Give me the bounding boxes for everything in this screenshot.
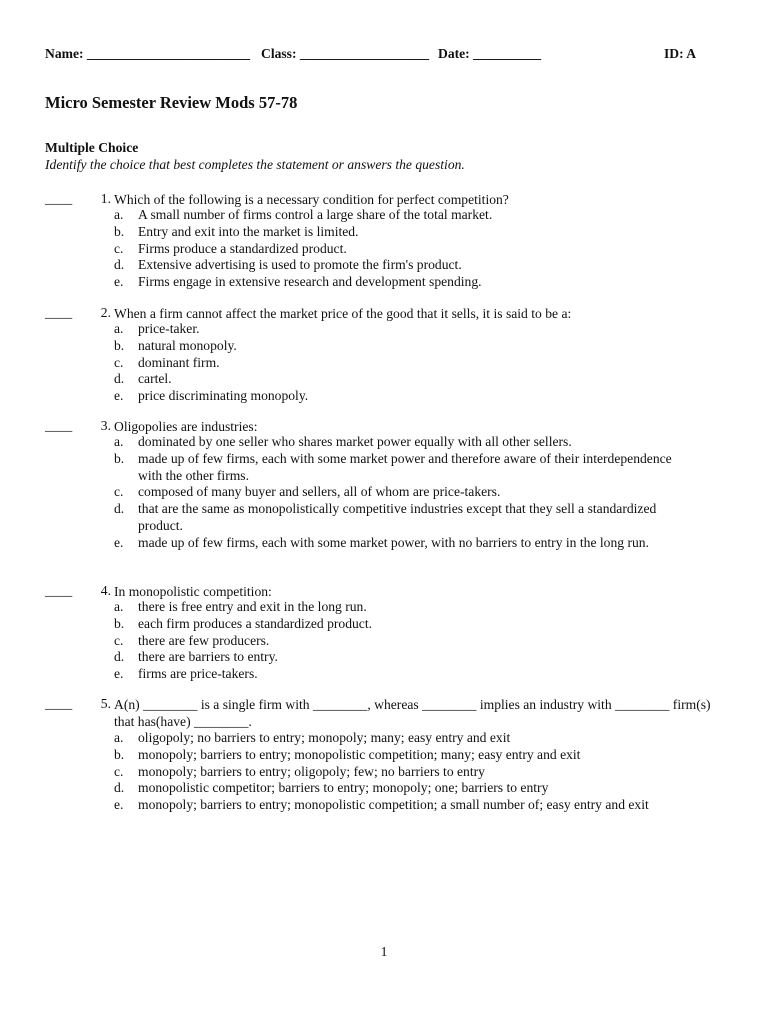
choice-b — [114, 451, 674, 485]
choice-letter: e. — [114, 534, 124, 550]
answer-blank: ____ — [45, 583, 73, 598]
choice-e — [114, 797, 674, 814]
choice-letter: b. — [114, 223, 125, 239]
page-number: 1 — [380, 944, 388, 959]
choice-list — [114, 730, 674, 814]
choice-text: monopoly; barriers to entry; monopolistic competition; a small number of; easy entry and exit — [138, 797, 649, 813]
choice-letter: e. — [114, 666, 124, 682]
choice-letter: e. — [114, 274, 124, 290]
document-title: Micro Semester Review Mods 57-78 — [45, 93, 298, 112]
choice-letter: c. — [114, 484, 124, 500]
section-instruction: Identify the choice that best completes the statement or answers the question. — [45, 157, 465, 172]
answer-blank: ____ — [45, 418, 73, 433]
choice-text: dominated by one seller who shares market power equally with all other sellers. — [138, 434, 572, 449]
choice-d — [114, 257, 674, 274]
choice-c — [114, 484, 674, 501]
choice-b — [114, 747, 674, 764]
choice-letter: c. — [114, 763, 124, 779]
answer-blank: ____ — [45, 191, 73, 206]
choice-text: composed of many buyer and sellers, all of whom are price-takers. — [138, 484, 501, 500]
question-stem: A(n) ________ is a single firm with ________, whereas ________ implies an industry with ________ firm(s) that has(have) ________. — [114, 697, 711, 729]
question-number: 4. — [100, 583, 111, 598]
choice-d — [114, 780, 674, 797]
choice-text: made up of few firms, each with some market power, with no barriers to entry in the long run. — [138, 534, 649, 550]
id-label: ID: A — [664, 46, 697, 61]
choice-text: Entry and exit into the market is limited. — [138, 223, 359, 239]
choice-e — [114, 535, 674, 552]
answer-blank: ____ — [45, 696, 73, 711]
question-number: 1. — [100, 191, 111, 206]
class-field-label: Class: ___________________ — [261, 46, 430, 61]
choice-text: each firm produces a standardized product. — [138, 615, 373, 631]
choice-letter: c. — [114, 354, 124, 370]
header — [45, 46, 725, 66]
choice-list — [114, 321, 674, 405]
choice-b — [114, 616, 674, 633]
choice-list — [114, 207, 674, 291]
choice-letter: d. — [114, 780, 125, 796]
choice-letter: a. — [114, 599, 124, 614]
choice-text: monopoly; barriers to entry; oligopoly; few; no barriers to entry — [138, 763, 485, 779]
choice-letter: d. — [114, 371, 125, 387]
choice-text: dominant firm. — [138, 354, 220, 370]
choice-letter: b. — [114, 337, 125, 353]
choice-d — [114, 371, 674, 388]
choice-letter: a. — [114, 730, 124, 745]
name-field-label: Name: ________________________ — [45, 46, 251, 61]
choice-letter: d. — [114, 501, 125, 517]
choice-letter: d. — [114, 649, 125, 665]
choice-a — [114, 730, 674, 747]
choice-d — [114, 649, 674, 666]
choice-c — [114, 764, 674, 781]
answer-blank: ____ — [45, 305, 73, 320]
question-number: 5. — [100, 696, 111, 711]
choice-b — [114, 224, 674, 241]
choice-text: Firms produce a standardized product. — [138, 240, 347, 256]
choice-c — [114, 633, 674, 650]
question-number: 3. — [100, 418, 111, 433]
choice-letter: b. — [114, 746, 125, 762]
choice-text: natural monopoly. — [138, 337, 237, 353]
choice-text: made up of few firms, each with some market power and therefore aware of their interdependence with the other firms. — [138, 450, 672, 483]
question-number: 2. — [100, 305, 111, 320]
choice-letter: c. — [114, 240, 124, 256]
choice-text: oligopoly; no barriers to entry; monopoly; many; easy entry and exit — [138, 730, 511, 745]
choice-letter: b. — [114, 615, 125, 631]
choice-e — [114, 388, 674, 405]
choice-letter: b. — [114, 450, 125, 466]
choice-list — [114, 434, 674, 552]
choice-text: monopoly; barriers to entry; monopolistic competition; many; easy entry and exit — [138, 746, 581, 762]
choice-letter: d. — [114, 257, 125, 273]
choice-a — [114, 321, 674, 338]
question-stem: Which of the following is a necessary condition for perfect competition? — [114, 192, 509, 207]
question-stem: In monopolistic competition: — [114, 584, 272, 599]
choice-letter: c. — [114, 632, 124, 648]
choice-text: there are barriers to entry. — [138, 649, 278, 665]
choice-letter: a. — [114, 207, 124, 222]
choice-d — [114, 501, 674, 535]
question-stem: Oligopolies are industries: — [114, 419, 258, 434]
question-stem: When a firm cannot affect the market price of the good that it sells, it is said to be a: — [114, 306, 572, 321]
choice-letter: e. — [114, 388, 124, 404]
choice-a — [114, 599, 674, 616]
choice-text: Firms engage in extensive research and development spending. — [138, 274, 482, 290]
choice-a — [114, 434, 674, 451]
choice-text: price-taker. — [138, 321, 200, 336]
choice-list — [114, 599, 674, 683]
choice-a — [114, 207, 674, 224]
choice-text: Extensive advertising is used to promote the firm's product. — [138, 257, 462, 273]
choice-e — [114, 274, 674, 291]
choice-text: monopolistic competitor; barriers to entry; monopoly; one; barriers to entry — [138, 780, 549, 796]
choice-text: price discriminating monopoly. — [138, 388, 309, 404]
choice-letter: a. — [114, 321, 124, 336]
choice-text: cartel. — [138, 371, 172, 387]
choice-b — [114, 338, 674, 355]
choice-c — [114, 355, 674, 372]
choice-letter: a. — [114, 434, 124, 449]
date-field-label: Date: __________ — [438, 46, 542, 61]
choice-text: there is free entry and exit in the long run. — [138, 599, 367, 614]
choice-letter: e. — [114, 797, 124, 813]
choice-text: there are few producers. — [138, 632, 270, 648]
choice-text: firms are price-takers. — [138, 666, 258, 682]
choice-c — [114, 241, 674, 258]
choice-text: that are the same as monopolistically competitive industries except that they sell a standardized product. — [138, 501, 657, 533]
choice-e — [114, 666, 674, 683]
choice-text: A small number of firms control a large share of the total market. — [138, 207, 493, 222]
section-title: Multiple Choice — [45, 140, 139, 155]
